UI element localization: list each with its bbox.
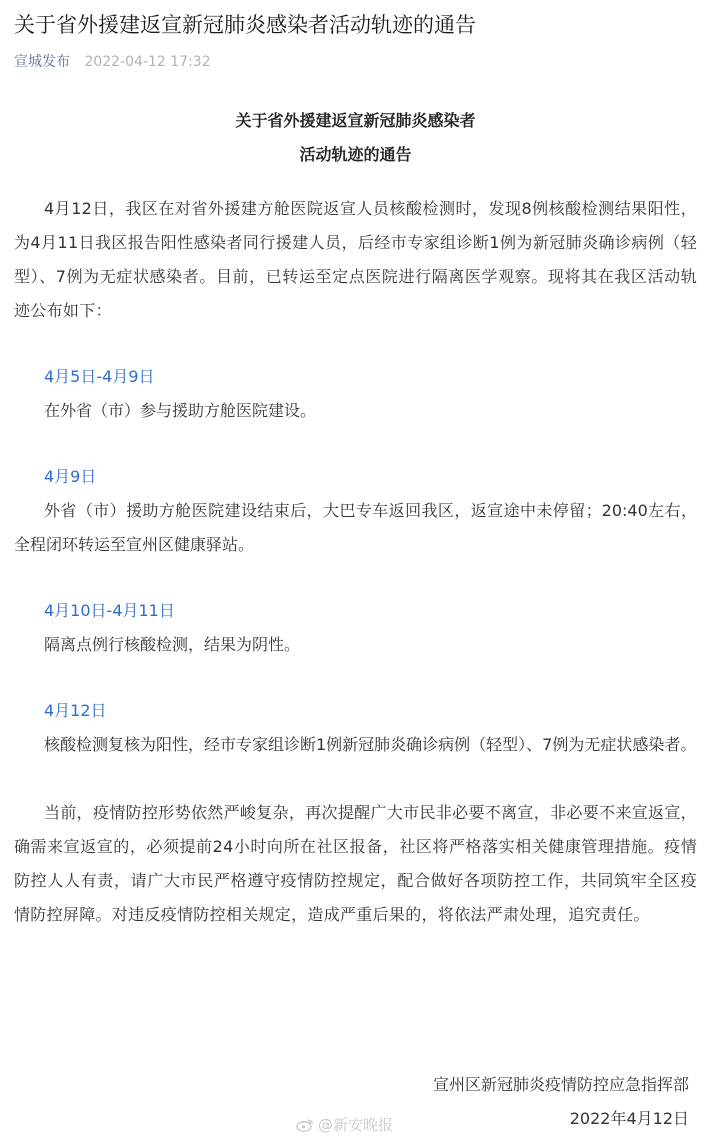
timeline-date-2: 4月9日 (44, 467, 97, 486)
timeline-text-3: 隔离点例行核酸检测，结果为阴性。 (44, 635, 301, 654)
timeline-date-3: 4月10日-4月11日 (44, 601, 175, 620)
timeline-date-1: 4月5日-4月9日 (44, 367, 155, 386)
notice-paragraph: 当前，疫情防控形势依然严峻复杂，再次提醒广大市民非必要不离宣，非必要不来宣返宣，确需来宣返宣的，必须提前24小时向所在社区报备，社区将严格落实相关健康管理措施。疫情防控人人有责，请广大市民严格遵守疫情防控规定，配合做好各项防控工作，共同筑牢全区疫情防控屏障。对违反疫情防控相关规定，造成严重后果的，将依法严肃处理，追究责任。 (14, 803, 697, 924)
notice-heading-line-2: 活动轨迹的通告 (299, 145, 412, 164)
timeline-text-4: 核酸检测复核为阳性，经市专家组诊断1例新冠肺炎确诊病例（轻型）、7例为无症状感染者。 (44, 735, 697, 754)
signature-org: 宣州区新冠肺炎疫情防控应急指挥部 (432, 1075, 689, 1094)
watermark-text: @新安晚报 (318, 1116, 394, 1134)
article-body (14, 104, 697, 932)
article-meta (14, 52, 211, 72)
signature-block (433, 1068, 689, 1136)
source-account-link[interactable]: 宣城发布 (14, 54, 70, 70)
watermark (296, 1114, 393, 1135)
signature-date: 2022年4月12日 (569, 1109, 689, 1128)
timeline-date-4: 4月12日 (44, 701, 107, 720)
weibo-icon (296, 1118, 314, 1132)
intro-paragraph: 4月12日，我区在对省外援建方舱医院返宣人员核酸检测时，发现8例核酸检测结果阳性，为4月11日我区报告阳性感染者同行援建人员，后经市专家组诊断1例为新冠肺炎确诊病例（轻型）、7例为无症状感染者。目前，已转运至定点医院进行隔离医学观察。现将其在我区活动轨迹公布如下： (14, 199, 697, 320)
timeline-text-2: 外省（市）援助方舱医院建设结束后，大巴专车返回我区，返宣途中未停留；20:40左右，全程闭环转运至宣州区健康驿站。 (14, 501, 697, 554)
notice-heading-line-1: 关于省外援建返宣新冠肺炎感染者 (235, 111, 476, 130)
publish-datetime: 2022-04-12 17:32 (84, 54, 211, 70)
article-title: 关于省外援建返宣新冠肺炎感染者活动轨迹的通告 (14, 13, 476, 37)
timeline-text-1: 在外省（市）参与援助方舱医院建设。 (44, 401, 317, 420)
